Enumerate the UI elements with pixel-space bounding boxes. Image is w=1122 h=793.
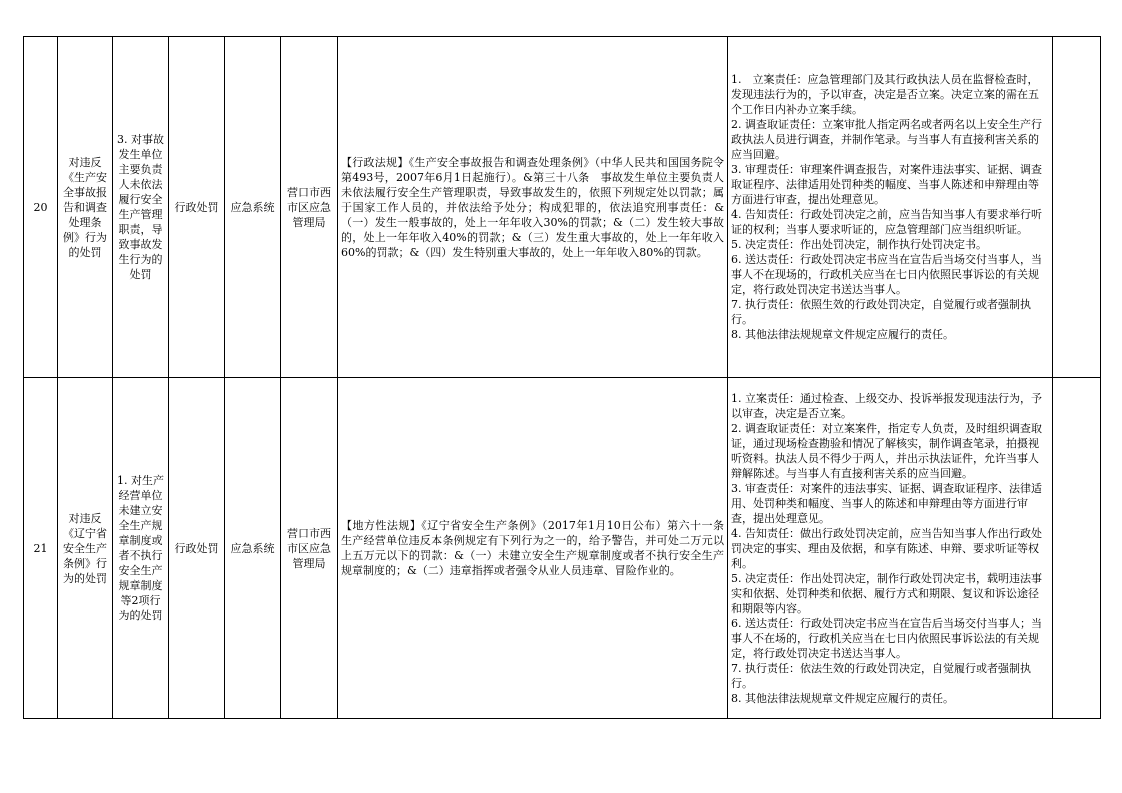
power-category: 行政处罚 — [169, 37, 225, 378]
sub-item-name: 1. 对生产经营单位未建立安全生产规章制度或者不执行安全生产规章制度等2项行为的处罚 — [113, 378, 169, 719]
responsibility-list — [728, 378, 1053, 719]
responsibility-item: 3. 审查责任：对案件的违法事实、证据、调查取证程序、法律适用、处罚种类和幅度、当事人的陈述和申辩理由等方面进行审查，提出处理意见。 — [731, 481, 1042, 525]
responsibility-item: 8. 其他法律法规规章文件规定应履行的责任。 — [731, 328, 954, 341]
remark-cell — [1053, 378, 1101, 719]
responsibility-item: 5. 决定责任：作出处罚决定，制作执行处罚决定书。 — [731, 238, 987, 251]
responsibility-item: 5. 决定责任：作出处罚决定，制作行政处罚决定书，载明违法事实和依据、处罚种类和依据、履行方式和期限、复议和诉讼途径和期限等内容。 — [731, 571, 1042, 615]
row-number: 21 — [24, 378, 58, 719]
responsibility-item: 2. 调查取证责任：对立案案件，指定专人负责，及时组织调查取证，通过现场检查勘验和情况了解核实，制作调查笔录，拍摄视听资料。执法人员不得少于两人，并出示执法证件，允许当事人辩解陈述。与当事人有直接利害关系的应当回避。 — [731, 421, 1042, 480]
responsibility-list — [728, 37, 1053, 378]
table-row — [24, 378, 1101, 719]
responsibility-item: 1. 立案责任：应急管理部门及其行政执法人员在监督检查时，发现违法行为的，予以审查，决定是否立案。决定立案的需在五个工作日内补办立案手续。 — [731, 73, 1039, 116]
responsibility-item: 4. 告知责任：行政处罚决定之前，应当告知当事人有要求举行听证的权利；当事人要求听证的，应急管理部门应当组织听证。 — [731, 208, 1042, 236]
sub-item-name: 3. 对事故发生单位主要负责人未依法履行安全生产管理职责，导致事故发生行为的处罚 — [113, 37, 169, 378]
responsibility-item: 6. 送达责任：行政处罚决定书应当在宣告后当场交付当事人；当事人不在场的，行政机关应当在七日内依照民事诉讼法的有关规定，将行政处罚决定书送达当事人。 — [731, 616, 1042, 660]
item-name: 对违反《生产安全事故报告和调查处理条例》行为的处罚 — [58, 37, 113, 378]
item-name: 对违反《辽宁省安全生产条例》行为的处罚 — [58, 378, 113, 719]
responsibility-item: 2. 调查取证责任：立案审批人指定两名或者两名以上安全生产行政执法人员进行调查，并制作笔录。与当事人有直接利害关系的应当回避。 — [731, 118, 1042, 161]
legal-basis: 【地方性法规】《辽宁省安全生产条例》（2017年1月10日公布）第六十一条 生产经营单位违反本条例规定有下列行为之一的，给予警告，并可处二万元以上五万元以下的罚款：&（一）未建立安全生产规章制度或者不执行安全生产规章制度的；&（二）违章指挥或者强令从业人员违章、冒险作业的。 — [338, 378, 728, 719]
remark-cell — [1053, 37, 1101, 378]
responsibility-item: 6. 送达责任：行政处罚决定书应当在宣告后当场交付当事人，当事人不在现场的，行政机关应当在七日内依照民事诉讼的有关规定，将行政处罚决定书送达当事人。 — [731, 253, 1042, 296]
responsibility-item: 3. 审理责任：审理案件调查报告，对案件违法事实、证据、调查取证程序、法律适用处罚种类的幅度、当事人陈述和申辩理由等方面进行审查，提出处理意见。 — [731, 163, 1042, 206]
system-name: 应急系统 — [225, 378, 281, 719]
implementing-org: 营口市西市区应急管理局 — [281, 378, 338, 719]
authority-table — [23, 36, 1101, 719]
responsibility-item: 7. 执行责任：依照生效的行政处罚决定，自觉履行或者强制执行。 — [731, 298, 1031, 326]
responsibility-item: 4. 告知责任：做出行政处罚决定前，应当告知当事人作出行政处罚决定的事实、理由及依据，和享有陈述、申辩、要求听证等权利。 — [731, 526, 1042, 570]
power-category: 行政处罚 — [169, 378, 225, 719]
table-row — [24, 37, 1101, 378]
responsibility-item: 7. 执行责任：依法生效的行政处罚决定，自觉履行或者强制执行。 — [731, 661, 1031, 690]
implementing-org: 营口市西市区应急管理局 — [281, 37, 338, 378]
responsibility-item: 8. 其他法律法规规章文件规定应履行的责任。 — [731, 691, 954, 705]
responsibility-item: 1. 立案责任：通过检查、上级交办、投诉举报发现违法行为，予以审查，决定是否立案。 — [731, 391, 1042, 420]
system-name: 应急系统 — [225, 37, 281, 378]
legal-basis: 【行政法规】《生产安全事故报告和调查处理条例》（中华人民共和国国务院令第493号，2007年6月1日起施行）。&第三十八条 事故发生单位主要负责人未依法履行安全生产管理职责，导致事故发生的，依照下列规定处以罚款；属于国家工作人员的，并依法给予处分；构成犯罪的，依法追究刑事责任：&（一）发生一般事故的，处上一年年收入30%的罚款；&（二）发生较大事故的，处上一年年收入40%的罚款；&（三）发生重大事故的，处上一年年收入60%的罚款；&（四）发生特别重大事故的，处上一年年收入80%的罚款。 — [338, 37, 728, 378]
row-number: 20 — [24, 37, 58, 378]
